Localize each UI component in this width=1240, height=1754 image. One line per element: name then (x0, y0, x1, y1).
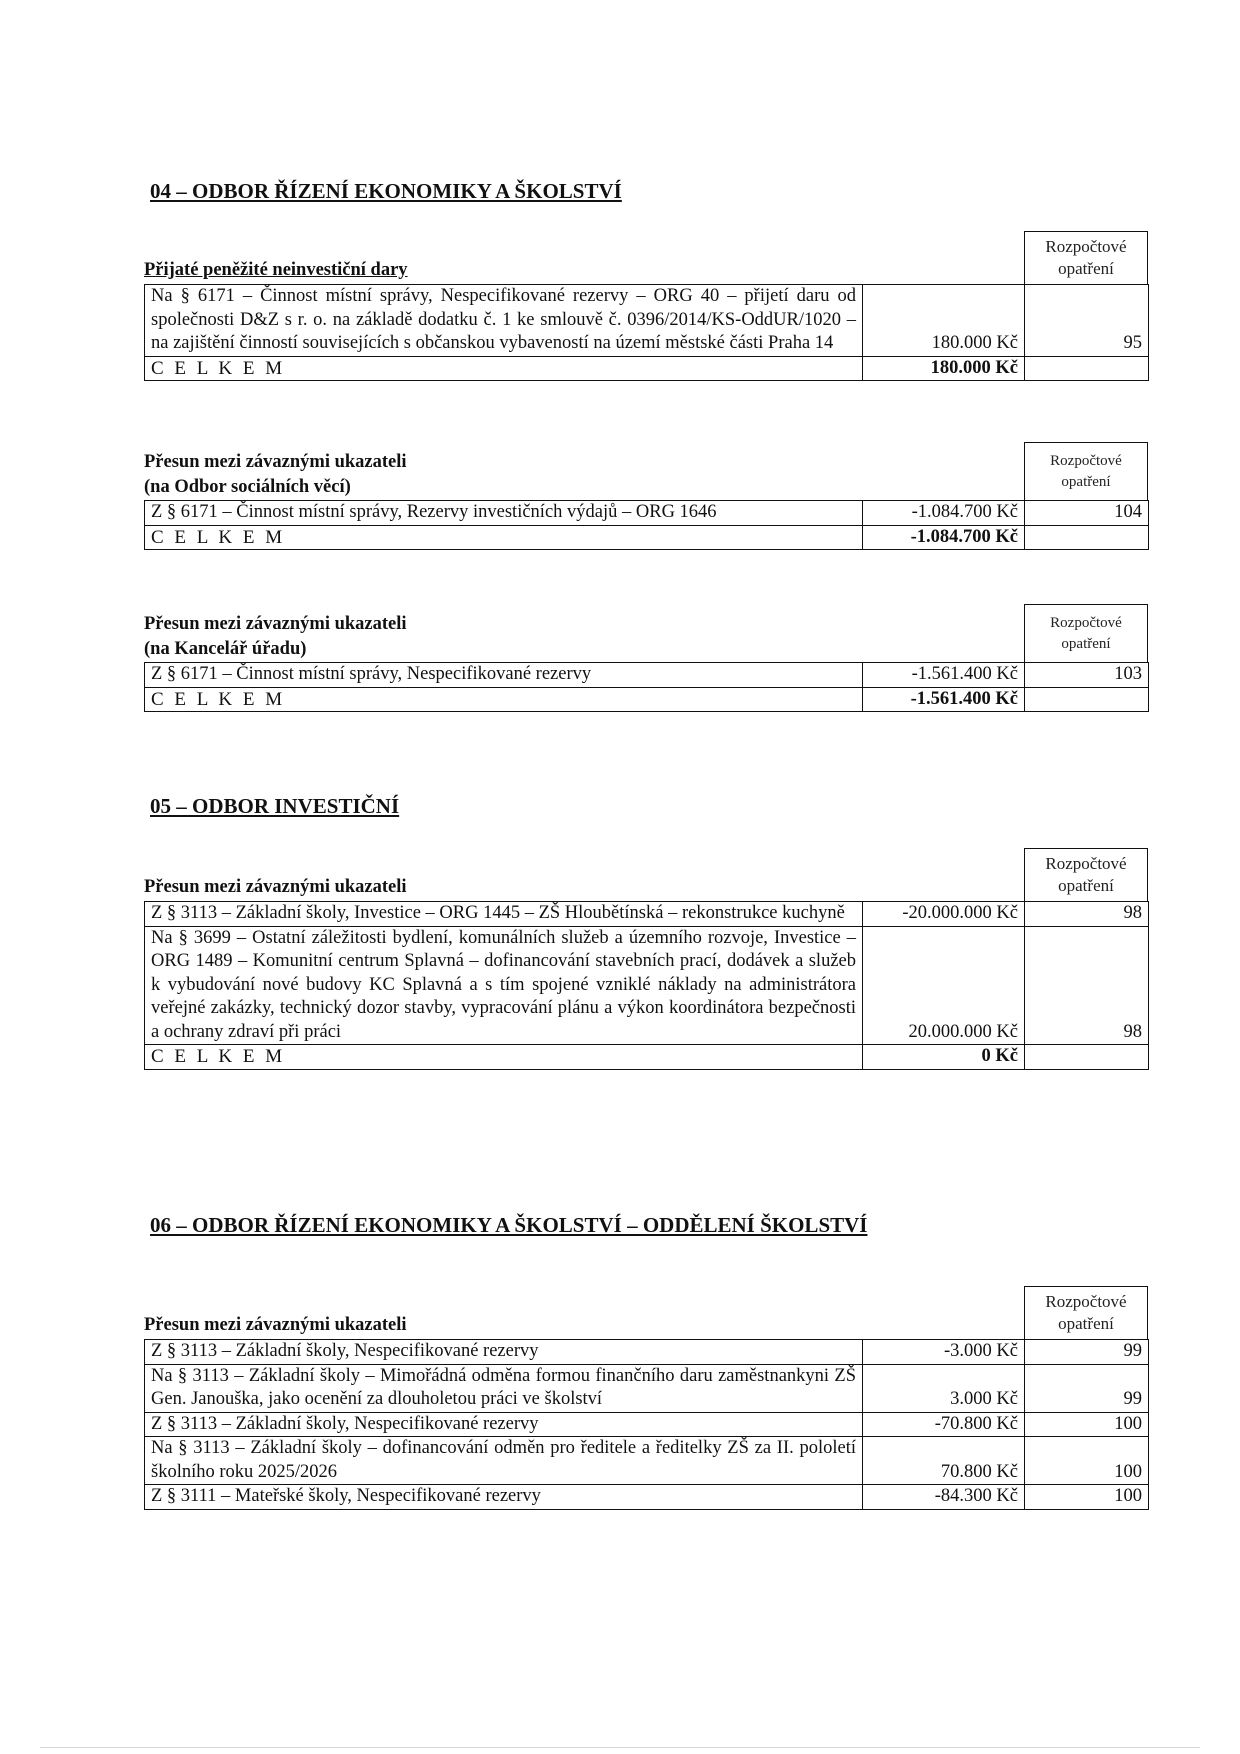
rozpoctove-opatreni-header: Rozpočtové opatření (1024, 848, 1148, 901)
row-ro-number: 100 (1025, 1412, 1149, 1437)
items-table (144, 901, 1149, 1070)
total-row (145, 687, 1149, 712)
total-amount: -1.084.700 Kč (863, 525, 1025, 550)
table-row (145, 1364, 1149, 1412)
total-label: C E L K E M (145, 356, 863, 381)
rozpoctove-opatreni-header: Rozpočtové opatření (1024, 442, 1148, 500)
items-table (144, 1339, 1149, 1510)
table-row (145, 902, 1149, 927)
rozpoctove-opatreni-header: Rozpočtové opatření (1024, 231, 1148, 284)
row-description: Z § 3113 – Základní školy, Investice – ORG 1445 – ZŠ Hloubětínská – rekonstrukce kuchyně (145, 902, 863, 927)
group-heading: Přesun mezi závaznými ukazateli (na Odbor sociálních věcí) (144, 452, 407, 497)
total-amount: 180.000 Kč (863, 356, 1025, 381)
row-amount: -20.000.000 Kč (863, 902, 1025, 927)
row-amount: -3.000 Kč (863, 1340, 1025, 1365)
section-title-06: 06 – ODBOR ŘÍZENÍ EKONOMIKY A ŠKOLSTVÍ – ODDĚLENÍ ŠKOLSTVÍ (150, 1213, 868, 1237)
items-table (144, 284, 1149, 381)
rozpoctove-opatreni-header: Rozpočtové opatření (1024, 1286, 1148, 1339)
row-description: Z § 6171 – Činnost místní správy, Nespecifikované rezervy (145, 663, 863, 688)
row-amount: 20.000.000 Kč (863, 926, 1025, 1045)
row-ro-number: 99 (1025, 1340, 1149, 1365)
rozpoctove-opatreni-header: Rozpočtové opatření (1024, 604, 1148, 662)
row-amount: -1.084.700 Kč (863, 501, 1025, 526)
row-amount: 180.000 Kč (863, 285, 1025, 357)
section-title-05: 05 – ODBOR INVESTIČNÍ (150, 794, 400, 818)
table-row (145, 285, 1149, 357)
total-label: C E L K E M (145, 1045, 863, 1070)
table-row (145, 663, 1149, 688)
row-description: Z § 6171 – Činnost místní správy, Rezervy investičních výdajů – ORG 1646 (145, 501, 863, 526)
total-row (145, 356, 1149, 381)
group-heading: Přesun mezi závaznými ukazateli (na Kancelář úřadu) (144, 614, 407, 659)
row-ro-number: 98 (1025, 902, 1149, 927)
table-row (145, 501, 1149, 526)
scan-edge-line (40, 1747, 1200, 1748)
total-label: C E L K E M (145, 687, 863, 712)
row-amount: -70.800 Kč (863, 1412, 1025, 1437)
total-label: C E L K E M (145, 525, 863, 550)
group-heading: Přijaté peněžité neinvestiční dary (144, 260, 408, 280)
row-amount: -1.561.400 Kč (863, 663, 1025, 688)
row-ro-number: 103 (1025, 663, 1149, 688)
row-description: Na § 6171 – Činnost místní správy, Nespecifikované rezervy – ORG 40 – přijetí daru od společnosti D&Z s r. o. na základě dodatku č. 1 ke smlouvě č. 0396/2014/KS-OddUR/1020 – na zajištění činností souvisejících s občanskou vybaveností na území městské části Praha 14 (145, 285, 863, 357)
row-description: Na § 3699 – Ostatní záležitosti bydlení, komunálních služeb a územního rozvoje, Investice – ORG 1489 – Komunitní centrum Splavná – dofinancování stavebních prací, dodávek a služeb k vybudování nové budovy KC Splavná a s tím spojené vzniklé náklady na administrátora veřejné zakázky, technický dozor stavby, vypracování plánu a výkon koordinátora bezpečnosti a ochrany zdraví při práci (145, 926, 863, 1045)
row-ro-number: 100 (1025, 1437, 1149, 1485)
row-ro-number: 95 (1025, 285, 1149, 357)
table-row (145, 1437, 1149, 1485)
row-description: Z § 3113 – Základní školy, Nespecifikované rezervy (145, 1412, 863, 1437)
total-row (145, 525, 1149, 550)
row-description: Z § 3111 – Mateřské školy, Nespecifikované rezervy (145, 1485, 863, 1510)
row-ro-number: 98 (1025, 926, 1149, 1045)
items-table (144, 662, 1149, 712)
group-heading: Přesun mezi závaznými ukazateli (144, 1315, 407, 1335)
table-row (145, 1412, 1149, 1437)
table-row (145, 1340, 1149, 1365)
table-row (145, 926, 1149, 1045)
row-ro-number: 99 (1025, 1364, 1149, 1412)
total-row (145, 1045, 1149, 1070)
table-row (145, 1485, 1149, 1510)
row-ro-number: 100 (1025, 1485, 1149, 1510)
row-description: Na § 3113 – Základní školy – dofinancování odměn pro ředitele a ředitelky ZŠ za II. pololetí školního roku 2025/2026 (145, 1437, 863, 1485)
items-table (144, 500, 1149, 550)
group-heading: Přesun mezi závaznými ukazateli (144, 877, 407, 897)
row-description: Z § 3113 – Základní školy, Nespecifikované rezervy (145, 1340, 863, 1365)
section-title-04: 04 – ODBOR ŘÍZENÍ EKONOMIKY A ŠKOLSTVÍ (150, 179, 622, 203)
row-amount: 70.800 Kč (863, 1437, 1025, 1485)
row-ro-number: 104 (1025, 501, 1149, 526)
row-amount: -84.300 Kč (863, 1485, 1025, 1510)
row-amount: 3.000 Kč (863, 1364, 1025, 1412)
total-amount: 0 Kč (863, 1045, 1025, 1070)
total-amount: -1.561.400 Kč (863, 687, 1025, 712)
row-description: Na § 3113 – Základní školy – Mimořádná odměna formou finančního daru zaměstnankyni ZŠ Gen. Janouška, jako ocenění za dlouholetou práci ve školství (145, 1364, 863, 1412)
